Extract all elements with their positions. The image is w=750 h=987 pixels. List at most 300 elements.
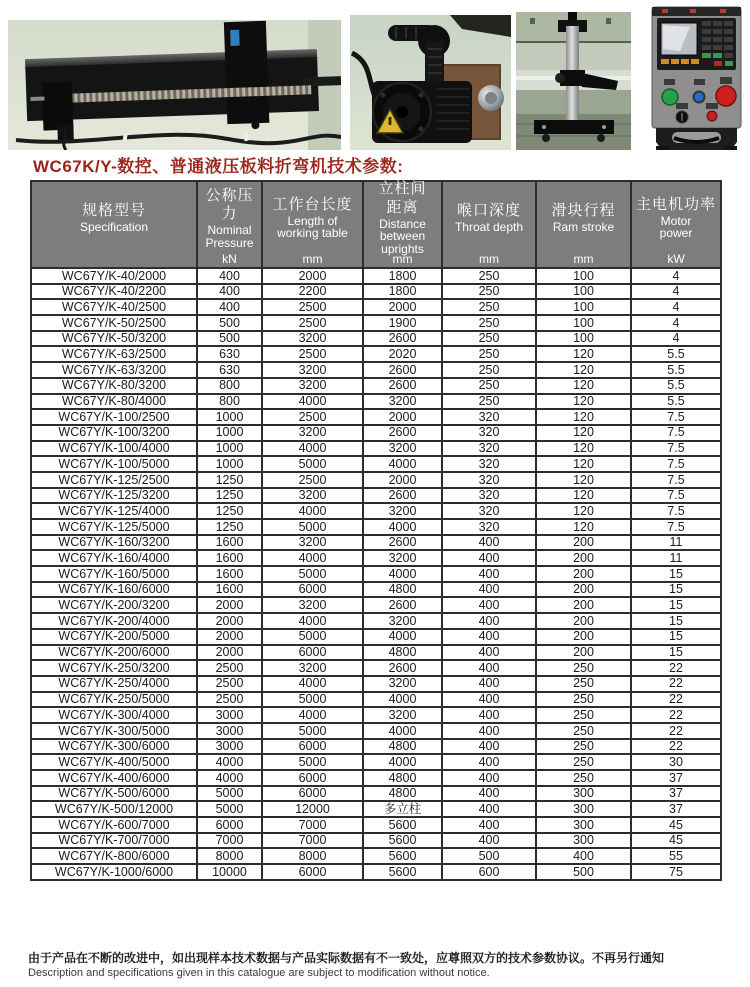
cell-value: 6000 (262, 770, 363, 786)
cell-value: 200 (536, 629, 631, 645)
table-row (31, 331, 721, 347)
cell-model: WC67Y/K-400/5000 (31, 754, 197, 770)
cell-value: 400 (442, 786, 536, 802)
cell-value: 200 (536, 645, 631, 661)
cell-value: 4000 (363, 519, 442, 535)
cell-value: 4000 (363, 754, 442, 770)
cell-value: 6000 (262, 739, 363, 755)
cell-model: WC67Y/K-250/3200 (31, 660, 197, 676)
cell-value: 400 (442, 692, 536, 708)
cell-value: 3200 (363, 441, 442, 457)
cell-value: 7.5 (631, 488, 721, 504)
cell-value: 1000 (197, 441, 262, 457)
cell-value: 300 (536, 817, 631, 833)
cell-value: 5600 (363, 817, 442, 833)
cell-value: 2600 (363, 362, 442, 378)
table-row (31, 284, 721, 300)
control-panel-photo (650, 5, 743, 150)
cell-value: 250 (536, 770, 631, 786)
cell-model: WC67Y/K-250/4000 (31, 676, 197, 692)
table-row (31, 660, 721, 676)
cell-value: 2600 (363, 378, 442, 394)
cell-value: 6000 (262, 582, 363, 598)
cell-model: WC67Y/K-40/2000 (31, 268, 197, 284)
cell-value: 2200 (262, 284, 363, 300)
cell-value: 250 (536, 723, 631, 739)
cell-value: 3200 (262, 535, 363, 551)
spec-table-body (31, 268, 721, 880)
cell-value: 4000 (197, 754, 262, 770)
table-row (31, 848, 721, 864)
cell-value: 1600 (197, 566, 262, 582)
spec-table (30, 180, 722, 881)
table-row (31, 566, 721, 582)
cell-model: WC67Y/K-500/6000 (31, 786, 197, 802)
cell-value: 250 (536, 707, 631, 723)
cell-value: 1250 (197, 472, 262, 488)
cell-value: 4000 (262, 550, 363, 566)
cell-value: 55 (631, 848, 721, 864)
cell-value: 3200 (363, 707, 442, 723)
cell-value: 500 (197, 331, 262, 347)
cell-value: 22 (631, 692, 721, 708)
table-row (31, 550, 721, 566)
table-row (31, 629, 721, 645)
cell-value: 5000 (262, 692, 363, 708)
cell-value: 400 (197, 284, 262, 300)
cell-value: 5000 (262, 519, 363, 535)
cell-value: 1000 (197, 456, 262, 472)
table-row (31, 833, 721, 849)
cell-value: 1000 (197, 425, 262, 441)
cell-value: 22 (631, 660, 721, 676)
table-row (31, 425, 721, 441)
column-header: 规格型号 Specification (31, 181, 197, 268)
cell-value: 2600 (363, 425, 442, 441)
cell-value: 4000 (363, 629, 442, 645)
cell-value: 400 (442, 801, 536, 817)
cell-value: 2500 (262, 315, 363, 331)
table-row (31, 864, 721, 880)
cell-value: 1600 (197, 582, 262, 598)
cell-model: WC67Y/K-300/4000 (31, 707, 197, 723)
cell-value: 800 (197, 378, 262, 394)
cell-value: 7.5 (631, 472, 721, 488)
cell-value: 2000 (363, 299, 442, 315)
cell-value: 250 (442, 315, 536, 331)
table-row (31, 503, 721, 519)
cell-value: 100 (536, 268, 631, 284)
cell-value: 3200 (262, 362, 363, 378)
cell-value: 3200 (262, 660, 363, 676)
cell-value: 7.5 (631, 519, 721, 535)
table-row (31, 801, 721, 817)
cell-value: 2600 (363, 535, 442, 551)
cell-value: 400 (536, 848, 631, 864)
cell-value: 2000 (197, 645, 262, 661)
cell-value: 200 (536, 597, 631, 613)
cell-value: 7.5 (631, 409, 721, 425)
cell-value: 4000 (363, 692, 442, 708)
cell-value: 5000 (262, 629, 363, 645)
table-row (31, 315, 721, 331)
cell-value: 37 (631, 801, 721, 817)
cell-value: 2000 (197, 597, 262, 613)
cell-value: 320 (442, 503, 536, 519)
cell-model: WC67Y/K-300/5000 (31, 723, 197, 739)
cell-model: WC67Y/K-1000/6000 (31, 864, 197, 880)
table-row (31, 488, 721, 504)
cell-value: 100 (536, 299, 631, 315)
cell-value: 6000 (262, 645, 363, 661)
cell-value: 2020 (363, 346, 442, 362)
cell-value: 45 (631, 833, 721, 849)
cell-value: 15 (631, 629, 721, 645)
cell-value: 400 (442, 660, 536, 676)
table-row (31, 582, 721, 598)
cell-value: 3200 (262, 488, 363, 504)
cell-value: 250 (442, 394, 536, 410)
cell-value: 4 (631, 284, 721, 300)
table-row (31, 268, 721, 284)
cell-value: 320 (442, 456, 536, 472)
cell-value: 250 (536, 692, 631, 708)
cell-model: WC67Y/K-600/7000 (31, 817, 197, 833)
table-row (31, 362, 721, 378)
table-row (31, 723, 721, 739)
cell-model: WC67Y/K-40/2500 (31, 299, 197, 315)
cell-value: 1250 (197, 488, 262, 504)
cell-value: 630 (197, 346, 262, 362)
cell-value: 4 (631, 299, 721, 315)
column-header: 立柱间 距离 Distance between uprights mm (363, 181, 442, 268)
cell-value: 37 (631, 770, 721, 786)
cell-value: 120 (536, 472, 631, 488)
cell-value: 2500 (197, 676, 262, 692)
cell-value: 300 (536, 833, 631, 849)
cell-value: 3200 (363, 676, 442, 692)
cell-value: 320 (442, 441, 536, 457)
cell-value: 3200 (363, 394, 442, 410)
table-row (31, 770, 721, 786)
cell-model: WC67Y/K-200/3200 (31, 597, 197, 613)
cell-value: 2500 (262, 472, 363, 488)
cell-value: 250 (442, 362, 536, 378)
cell-value: 2000 (197, 613, 262, 629)
cell-value: 8000 (262, 848, 363, 864)
cell-value: 120 (536, 519, 631, 535)
cell-value: 1800 (363, 268, 442, 284)
cell-value: 300 (536, 786, 631, 802)
cell-value: 5.5 (631, 394, 721, 410)
cell-value: 22 (631, 723, 721, 739)
table-row (31, 346, 721, 362)
cell-value: 5000 (262, 566, 363, 582)
cell-model: WC67Y/K-50/2500 (31, 315, 197, 331)
cell-model: WC67Y/K-125/3200 (31, 488, 197, 504)
cell-value: 5000 (262, 754, 363, 770)
cell-value: 多立柱 (363, 801, 442, 817)
cell-value: 320 (442, 472, 536, 488)
table-row (31, 739, 721, 755)
table-row (31, 519, 721, 535)
cell-value: 120 (536, 362, 631, 378)
cell-value: 400 (197, 268, 262, 284)
cell-value: 4 (631, 315, 721, 331)
cell-value: 2500 (262, 346, 363, 362)
table-row (31, 692, 721, 708)
cell-value: 5000 (262, 723, 363, 739)
cell-value: 4000 (363, 723, 442, 739)
cell-value: 4000 (363, 566, 442, 582)
cell-value: 300 (536, 801, 631, 817)
cell-value: 120 (536, 378, 631, 394)
cell-value: 250 (442, 378, 536, 394)
cell-value: 22 (631, 739, 721, 755)
cell-value: 5000 (262, 456, 363, 472)
footer-note-zh: 由于产品在不断的改进中，如出现样本技术数据与产品实际数据有不一致处，应尊照双方的技术参数协议。不再另行通知 (28, 951, 665, 965)
cell-value: 500 (442, 848, 536, 864)
cell-value: 600 (442, 864, 536, 880)
table-row (31, 535, 721, 551)
table-row (31, 394, 721, 410)
cell-value: 1250 (197, 519, 262, 535)
cell-model: WC67Y/K-40/2200 (31, 284, 197, 300)
cell-value: 400 (442, 739, 536, 755)
cell-value: 400 (442, 770, 536, 786)
cell-value: 4000 (262, 676, 363, 692)
cell-value: 100 (536, 331, 631, 347)
footer-note-en: Description and specifications given in this catalogue are subject to modification without notice. (28, 967, 490, 979)
cell-value: 250 (536, 660, 631, 676)
cell-value: 250 (536, 676, 631, 692)
cell-value: 500 (197, 315, 262, 331)
cell-value: 2600 (363, 488, 442, 504)
cell-value: 120 (536, 394, 631, 410)
cell-value: 400 (442, 566, 536, 582)
cell-value: 8000 (197, 848, 262, 864)
cell-model: WC67Y/K-100/5000 (31, 456, 197, 472)
table-row (31, 441, 721, 457)
table-row (31, 378, 721, 394)
cell-value: 100 (536, 284, 631, 300)
cell-value: 400 (442, 723, 536, 739)
cell-value: 3200 (262, 425, 363, 441)
column-header: 喉口深度 Throat depth mm (442, 181, 536, 268)
cell-model: WC67Y/K-63/2500 (31, 346, 197, 362)
cell-value: 400 (442, 613, 536, 629)
cell-value: 400 (442, 550, 536, 566)
cell-value: 200 (536, 566, 631, 582)
cell-value: 400 (442, 597, 536, 613)
cell-value: 250 (442, 268, 536, 284)
cell-value: 2500 (197, 660, 262, 676)
table-row (31, 707, 721, 723)
table-row (31, 299, 721, 315)
cell-value: 7000 (262, 833, 363, 849)
cell-value: 120 (536, 456, 631, 472)
footer-note (28, 951, 728, 980)
cell-model: WC67Y/K-200/6000 (31, 645, 197, 661)
cell-value: 1600 (197, 550, 262, 566)
table-row (31, 613, 721, 629)
cell-model: WC67Y/K-63/3200 (31, 362, 197, 378)
cell-value: 3200 (363, 550, 442, 566)
cell-value: 7.5 (631, 503, 721, 519)
cell-value: 4000 (197, 770, 262, 786)
cell-value: 3000 (197, 707, 262, 723)
cell-value: 30 (631, 754, 721, 770)
cell-value: 3200 (363, 503, 442, 519)
cell-value: 120 (536, 409, 631, 425)
cell-model: WC67Y/K-300/6000 (31, 739, 197, 755)
cell-value: 5.5 (631, 378, 721, 394)
photo-strip (0, 5, 750, 150)
cell-value: 4000 (262, 613, 363, 629)
cell-value: 100 (536, 315, 631, 331)
cell-value: 4800 (363, 582, 442, 598)
cell-value: 7000 (262, 817, 363, 833)
cell-value: 400 (442, 676, 536, 692)
cell-value: 15 (631, 645, 721, 661)
cell-value: 200 (536, 550, 631, 566)
cell-value: 5.5 (631, 346, 721, 362)
cell-value: 7.5 (631, 456, 721, 472)
cell-value: 400 (442, 817, 536, 833)
cell-value: 630 (197, 362, 262, 378)
cell-value: 4000 (262, 503, 363, 519)
table-row (31, 817, 721, 833)
cell-model: WC67Y/K-125/4000 (31, 503, 197, 519)
cell-value: 2600 (363, 660, 442, 676)
cell-value: 3200 (262, 331, 363, 347)
cell-value: 400 (197, 299, 262, 315)
cell-value: 37 (631, 786, 721, 802)
cell-value: 200 (536, 613, 631, 629)
cell-value: 15 (631, 582, 721, 598)
cell-model: WC67Y/K-160/6000 (31, 582, 197, 598)
cell-value: 1600 (197, 535, 262, 551)
cell-model: WC67Y/K-160/3200 (31, 535, 197, 551)
cell-value: 400 (442, 535, 536, 551)
cell-value: 2500 (262, 299, 363, 315)
column-header: 主电机功率 Motor power kW (631, 181, 721, 268)
cell-value: 5.5 (631, 362, 721, 378)
cell-value: 3200 (262, 597, 363, 613)
cell-model: WC67Y/K-125/2500 (31, 472, 197, 488)
cell-value: 15 (631, 613, 721, 629)
cell-value: 120 (536, 425, 631, 441)
cell-value: 2500 (197, 692, 262, 708)
cell-value: 15 (631, 566, 721, 582)
cell-value: 5600 (363, 833, 442, 849)
cell-value: 6000 (197, 817, 262, 833)
cell-value: 4000 (262, 707, 363, 723)
cell-model: WC67Y/K-80/3200 (31, 378, 197, 394)
cell-value: 3200 (262, 378, 363, 394)
cell-value: 1900 (363, 315, 442, 331)
cell-model: WC67Y/K-100/3200 (31, 425, 197, 441)
cell-value: 11 (631, 550, 721, 566)
cell-value: 5600 (363, 864, 442, 880)
cell-value: 1800 (363, 284, 442, 300)
cell-value: 10000 (197, 864, 262, 880)
cell-value: 4800 (363, 770, 442, 786)
table-row (31, 645, 721, 661)
cell-value: 2600 (363, 331, 442, 347)
cell-model: WC67Y/K-800/6000 (31, 848, 197, 864)
servo-motor-photo (350, 15, 511, 150)
column-header: 滑块行程 Ram stroke mm (536, 181, 631, 268)
column-header: 公称压力 Nominal Pressure kN (197, 181, 262, 268)
cell-value: 4800 (363, 645, 442, 661)
cell-value: 200 (536, 535, 631, 551)
cell-value: 400 (442, 582, 536, 598)
cell-value: 3000 (197, 739, 262, 755)
cell-value: 5600 (363, 848, 442, 864)
cell-model: WC67Y/K-100/2500 (31, 409, 197, 425)
cell-value: 320 (442, 425, 536, 441)
cell-value: 22 (631, 707, 721, 723)
cell-value: 6000 (262, 786, 363, 802)
cell-value: 4 (631, 331, 721, 347)
cell-value: 200 (536, 582, 631, 598)
cell-value: 3000 (197, 723, 262, 739)
cell-model: WC67Y/K-100/4000 (31, 441, 197, 457)
cell-value: 2000 (197, 629, 262, 645)
cell-value: 320 (442, 519, 536, 535)
cell-value: 250 (442, 346, 536, 362)
cell-value: 4000 (262, 394, 363, 410)
cell-value: 400 (442, 645, 536, 661)
cell-value: 500 (536, 864, 631, 880)
cell-value: 75 (631, 864, 721, 880)
cell-value: 7.5 (631, 441, 721, 457)
cell-value: 7.5 (631, 425, 721, 441)
cell-value: 5000 (197, 801, 262, 817)
table-row (31, 786, 721, 802)
cell-value: 400 (442, 707, 536, 723)
cell-model: WC67Y/K-250/5000 (31, 692, 197, 708)
cell-value: 2500 (262, 409, 363, 425)
cell-value: 400 (442, 629, 536, 645)
cell-model: WC67Y/K-200/5000 (31, 629, 197, 645)
cell-value: 45 (631, 817, 721, 833)
cell-value: 6000 (262, 864, 363, 880)
table-row (31, 409, 721, 425)
cell-value: 250 (442, 299, 536, 315)
cell-value: 4 (631, 268, 721, 284)
cell-value: 120 (536, 441, 631, 457)
cell-value: 250 (442, 284, 536, 300)
table-row (31, 472, 721, 488)
cell-model: WC67Y/K-160/5000 (31, 566, 197, 582)
support-arm-photo (516, 12, 631, 150)
page-title: WC67K/Y-数控、普通液压板料折弯机技术参数: (33, 157, 404, 176)
cell-model: WC67Y/K-200/4000 (31, 613, 197, 629)
table-row (31, 676, 721, 692)
cell-value: 250 (442, 331, 536, 347)
cell-value: 7000 (197, 833, 262, 849)
column-header: 工作台长度 Length of working table mm (262, 181, 363, 268)
cell-model: WC67Y/K-700/7000 (31, 833, 197, 849)
cell-value: 4000 (363, 456, 442, 472)
cell-value: 1250 (197, 503, 262, 519)
cell-value: 800 (197, 394, 262, 410)
cell-model: WC67Y/K-80/4000 (31, 394, 197, 410)
cell-value: 400 (442, 833, 536, 849)
cell-model: WC67Y/K-125/5000 (31, 519, 197, 535)
